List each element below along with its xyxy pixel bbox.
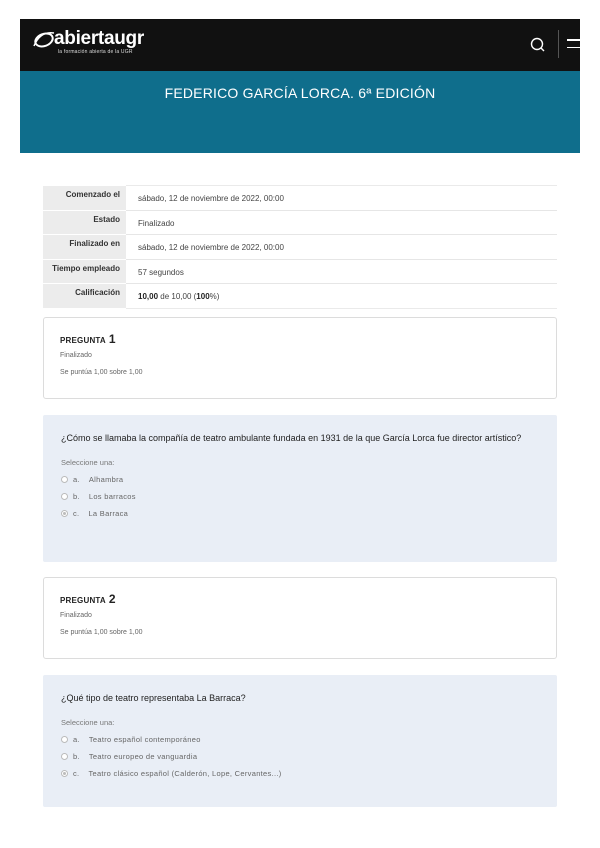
option-letter: a.: [73, 475, 80, 484]
summary-label: Finalizado en: [43, 235, 126, 260]
grade-score: 10,00: [138, 292, 159, 302]
option-letter: a.: [73, 735, 80, 744]
option-letter: c.: [73, 509, 80, 518]
logo-mark-icon: [32, 29, 56, 49]
course-banner: [20, 71, 580, 153]
radio-button-selected[interactable]: [61, 510, 68, 517]
question-label: PREGUNTA: [60, 336, 106, 345]
question-number: [60, 332, 540, 346]
option-text: Teatro europeo de vanguardia: [88, 752, 198, 761]
summary-label: Comenzado el: [43, 186, 126, 211]
summary-value: sábado, 12 de noviembre de 2022, 00:00: [126, 235, 557, 260]
navbar-divider: [558, 30, 559, 58]
question-num: 2: [108, 592, 116, 606]
hamburger-menu-icon-line: [567, 47, 589, 49]
grade-of: de 10,00 (: [160, 292, 197, 302]
summary-label: Tiempo empleado: [43, 259, 126, 284]
question-state: Finalizado: [60, 352, 92, 359]
question-prompt: ¿Cómo se llamaba la compañía de teatro ambulante fundada en 1931 de la que García Lorca fue director artístico?: [61, 433, 522, 443]
top-navbar: [20, 19, 580, 71]
summary-value: Finalizado: [126, 210, 557, 235]
answer-option[interactable]: [61, 735, 539, 744]
summary-row: [43, 259, 557, 284]
menu-button[interactable]: [567, 39, 589, 51]
summary-row: [43, 284, 557, 309]
question-grade: Se puntúa 1,00 sobre 1,00: [60, 369, 143, 376]
search-icon: [528, 35, 548, 55]
summary-row: [43, 235, 557, 260]
question-grade: Se puntúa 1,00 sobre 1,00: [60, 629, 143, 636]
answer-option[interactable]: [61, 509, 539, 518]
question-number: [60, 592, 540, 606]
question-info-1: [43, 317, 557, 399]
option-letter: b.: [73, 492, 80, 501]
question-content-2: [43, 675, 557, 807]
page-title: FEDERICO GARCÍA LORCA. 6ª EDICIÓN: [164, 85, 436, 101]
radio-button[interactable]: [61, 476, 68, 483]
question-label: PREGUNTA: [60, 596, 106, 605]
logo-text: abiertaugr: [54, 28, 144, 49]
option-text: Alhambra: [88, 475, 124, 484]
question-content-1: [43, 415, 557, 562]
hamburger-menu-icon: [567, 39, 589, 41]
answer-option[interactable]: [61, 492, 539, 501]
summary-value: 57 segundos: [126, 259, 557, 284]
radio-button[interactable]: [61, 493, 68, 500]
grade-tail: %): [209, 292, 220, 302]
summary-value: sábado, 12 de noviembre de 2022, 00:00: [126, 186, 557, 211]
answer-option[interactable]: [61, 769, 539, 778]
question-info-2: [43, 577, 557, 659]
summary-value: [126, 284, 557, 309]
grade-percent: 100: [196, 292, 210, 302]
option-text: Los barracos: [88, 492, 136, 501]
question-prompt: ¿Qué tipo de teatro representaba La Barraca?: [61, 693, 246, 703]
select-label: Seleccione una:: [61, 458, 115, 467]
option-letter: c.: [73, 769, 80, 778]
summary-label: Estado: [43, 210, 126, 235]
option-text: Teatro clásico español (Calderón, Lope, Cervantes...): [88, 769, 282, 778]
logo-tagline: la formación abierta de la UGR: [58, 49, 133, 55]
answer-option[interactable]: [61, 475, 539, 484]
question-state: Finalizado: [60, 612, 92, 619]
radio-button[interactable]: [61, 736, 68, 743]
select-label: Seleccione una:: [61, 718, 115, 727]
summary-row: [43, 186, 557, 211]
option-letter: b.: [73, 752, 80, 761]
radio-button[interactable]: [61, 753, 68, 760]
site-logo[interactable]: [32, 29, 144, 61]
question-num: 1: [108, 332, 116, 346]
option-text: Teatro español contemporáneo: [88, 735, 201, 744]
answer-option[interactable]: [61, 752, 539, 761]
attempt-summary-table: [43, 185, 557, 309]
search-button[interactable]: [528, 35, 548, 55]
option-text: La Barraca: [88, 509, 129, 518]
summary-label: Calificación: [43, 284, 126, 309]
summary-row: [43, 210, 557, 235]
radio-button-selected[interactable]: [61, 770, 68, 777]
